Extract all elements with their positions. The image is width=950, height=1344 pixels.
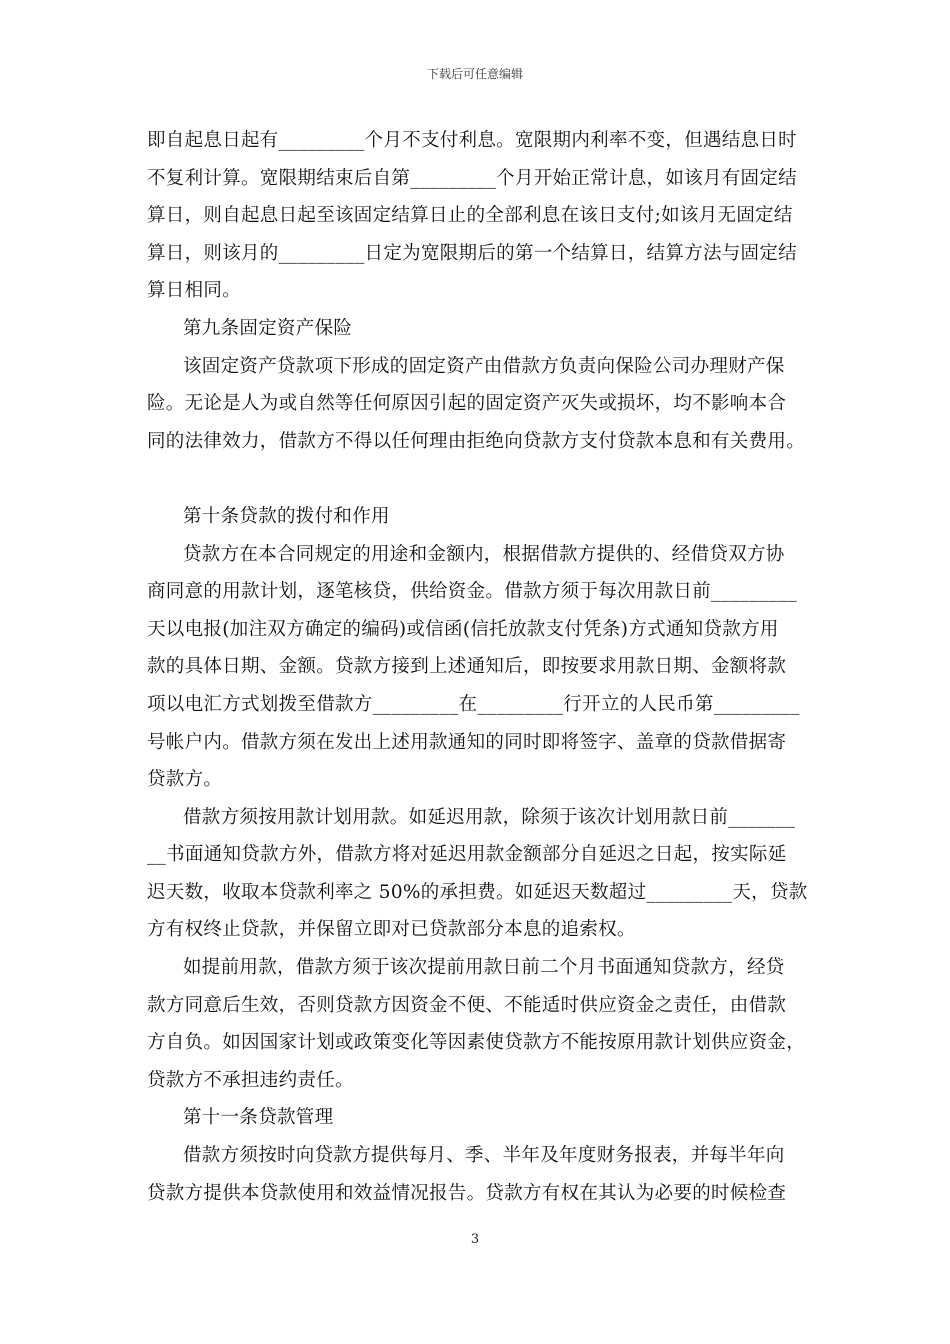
section-heading-article-11: 第十一条贷款管理 [183,1107,334,1129]
paragraph-line: __书面通知贷款方外，借款方将对延迟用款金额部分自延迟之日起，按实际延 [147,844,787,866]
paragraph-line: 款方同意后生效，否则贷款方因资金不便、不能适时供应资金之责任，由借款 [147,994,787,1016]
paragraph-line: 贷款方。 [147,769,223,791]
paragraph-line: 号帐户内。借款方须在发出上述用款通知的同时即将签字、盖章的贷款借据寄 [147,731,787,753]
section-heading-article-9: 第九条固定资产保险 [183,317,353,339]
paragraph-line: 贷款方不承担违约责任。 [147,1069,354,1091]
paragraph-line: 贷款方在本合同规定的用途和金额内，根据借款方提供的、经借贷双方协 [183,543,785,565]
paragraph-line: 不复利计算。宽限期结束后自第_________个月开始正常计息，如该月有固定结 [147,167,797,189]
paragraph-line: 方自负。如因国家计划或政策变化等因素使贷款方不能按原用款计划供应资金， [147,1032,806,1054]
paragraph-line: 即自起息日起有_________个月不支付利息。宽限期内利率不变，但遇结息日时 [147,130,797,151]
paragraph-line: 天以电报(加注双方确定的编码)或信函(信托放款支付凭条)方式通知贷款方用 [147,618,779,640]
paragraph-line: 算日相同。 [147,280,242,302]
paragraph-line: 该固定资产贷款项下形成的固定资产由借款方负责向保险公司办理财产保 [183,355,785,377]
section-heading-article-10: 第十条贷款的拨付和作用 [183,505,390,527]
page-number: 3 [470,1232,480,1247]
document-body [147,122,809,1212]
paragraph-line: 项以电汇方式划拨至借款方_________在_________行开立的人民币第_________ [147,693,800,715]
paragraph-line: 借款方须按用款计划用款。如延迟用款，除须于该次计划用款日前_______ [183,806,796,828]
paragraph-line: 借款方须按时向贷款方提供每月、季、半年及年度财务报表，并每半年向 [183,1145,785,1167]
paragraph-line: 款的具体日期、金额。贷款方接到上述通知后，即按要求用款日期、金额将款 [147,656,787,678]
paragraph-line: 算日，则该月的_________日定为宽限期后的第一个结算日，结算方法与固定结 [147,242,797,264]
paragraph-line: 如提前用款，借款方须于该次提前用款日前二个月书面通知贷款方，经贷 [183,957,785,979]
paragraph-line: 同的法律效力，借款方不得以任何理由拒绝向贷款方支付贷款本息和有关费用。 [147,430,806,452]
paragraph-line: 商同意的用款计划，逐笔核贷，供给资金。借款方须于每次用款日前_________ [147,581,797,603]
blank-line [147,460,809,498]
paragraph-line: 迟天数，收取本贷款利率之 50%的承担费。如延迟天数超过_________天，贷款 [147,881,808,903]
paragraph-line: 方有权终止贷款，并保留立即对已贷款部分本息的追索权。 [147,919,636,941]
page-header: 下载后可任意编辑 [426,67,523,81]
paragraph-line: 贷款方提供本贷款使用和效益情况报告。贷款方有权在其认为必要的时候检查 [147,1182,787,1204]
paragraph-line: 险。无论是人为或自然等任何原因引起的固定资产灭失或损坏，均不影响本合 [147,393,787,415]
paragraph-line: 算日，则自起息日起至该固定结算日止的全部利息在该日支付;如该月无固定结 [147,205,793,227]
